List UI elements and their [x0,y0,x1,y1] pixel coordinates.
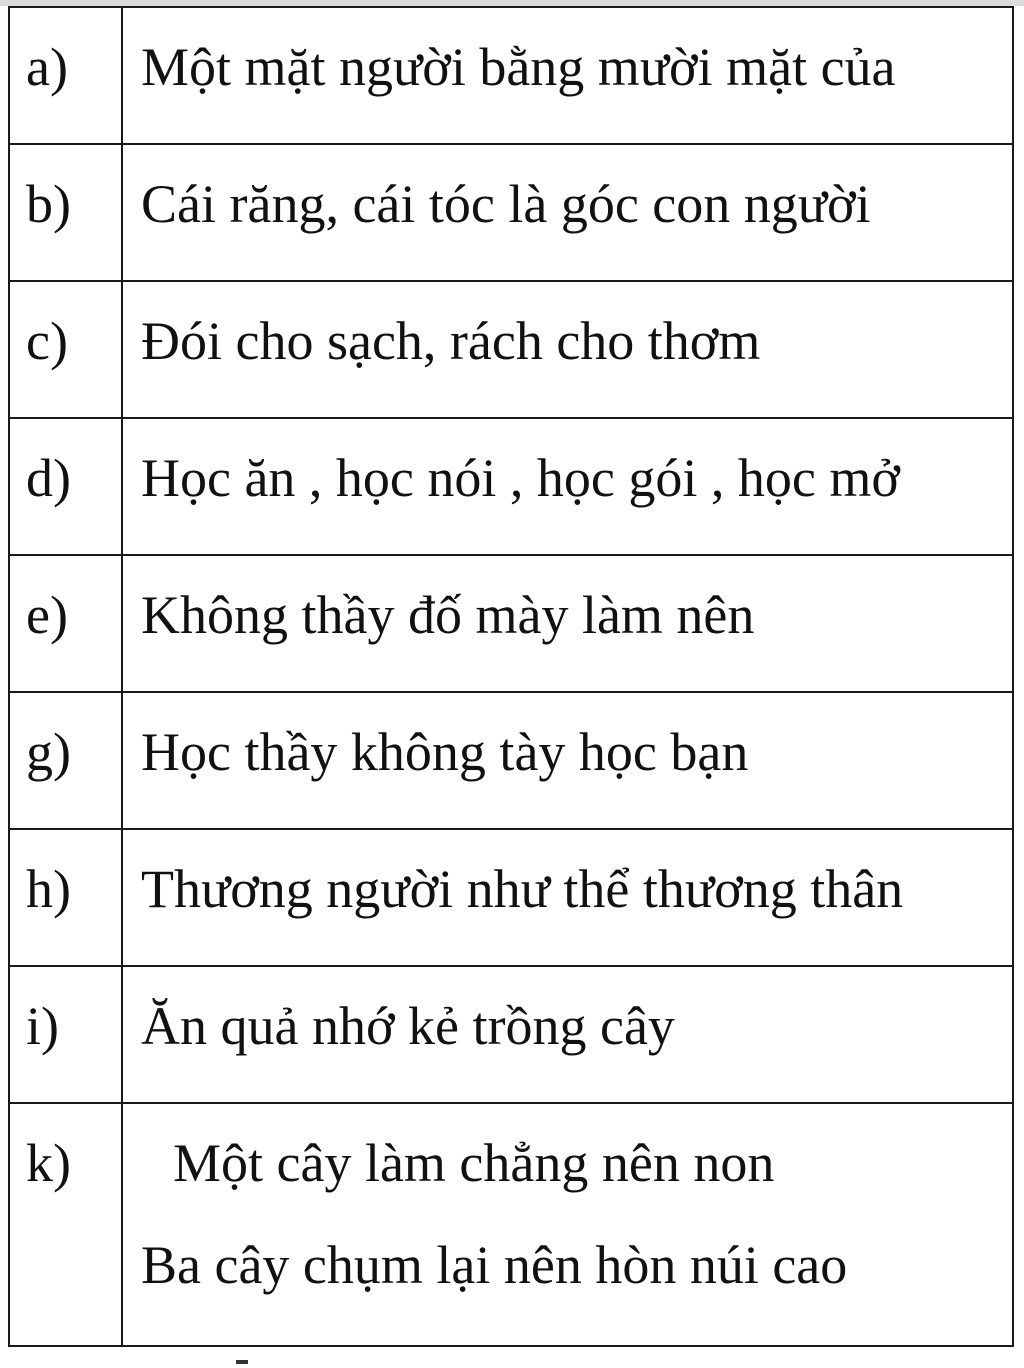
row-label: g) [9,692,122,829]
proverb-text: Cái răng, cái tóc là góc con người [122,144,1013,281]
table-row [9,7,1013,144]
proverb-text: Học ăn , học nói , học gói , học mở [122,418,1013,555]
row-label: i) [9,966,122,1103]
table-row [9,829,1013,966]
table-row [9,144,1013,281]
row-label: b) [9,144,122,281]
row-label: h) [9,829,122,966]
table-row [9,1103,1013,1346]
table-row [9,281,1013,418]
proverb-text: Một mặt người bằng mười mặt của [122,7,1013,144]
table-row [9,418,1013,555]
proverb-text-multiline [122,1103,1013,1346]
proverb-text: Học thầy không tày học bạn [122,692,1013,829]
table-row [9,692,1013,829]
proverb-line-1: Một cây làm chẳng nên non [173,1133,775,1193]
table-row [9,966,1013,1103]
cropped-glyph-fragment [236,1360,248,1364]
proverb-text: Thương người như thể thương thân [122,829,1013,966]
row-label: c) [9,281,122,418]
proverb-text: Đói cho sạch, rách cho thơm [122,281,1013,418]
row-label: a) [9,7,122,144]
row-label: e) [9,555,122,692]
row-label: d) [9,418,122,555]
table-row [9,555,1013,692]
proverb-text: Ăn quả nhớ kẻ trồng cây [122,966,1013,1103]
proverb-text: Không thầy đố mày làm nên [122,555,1013,692]
row-label: k) [9,1103,122,1346]
proverb-table [8,6,1014,1347]
proverb-line-2: Ba cây chụm lại nên hòn núi cao [141,1235,848,1296]
